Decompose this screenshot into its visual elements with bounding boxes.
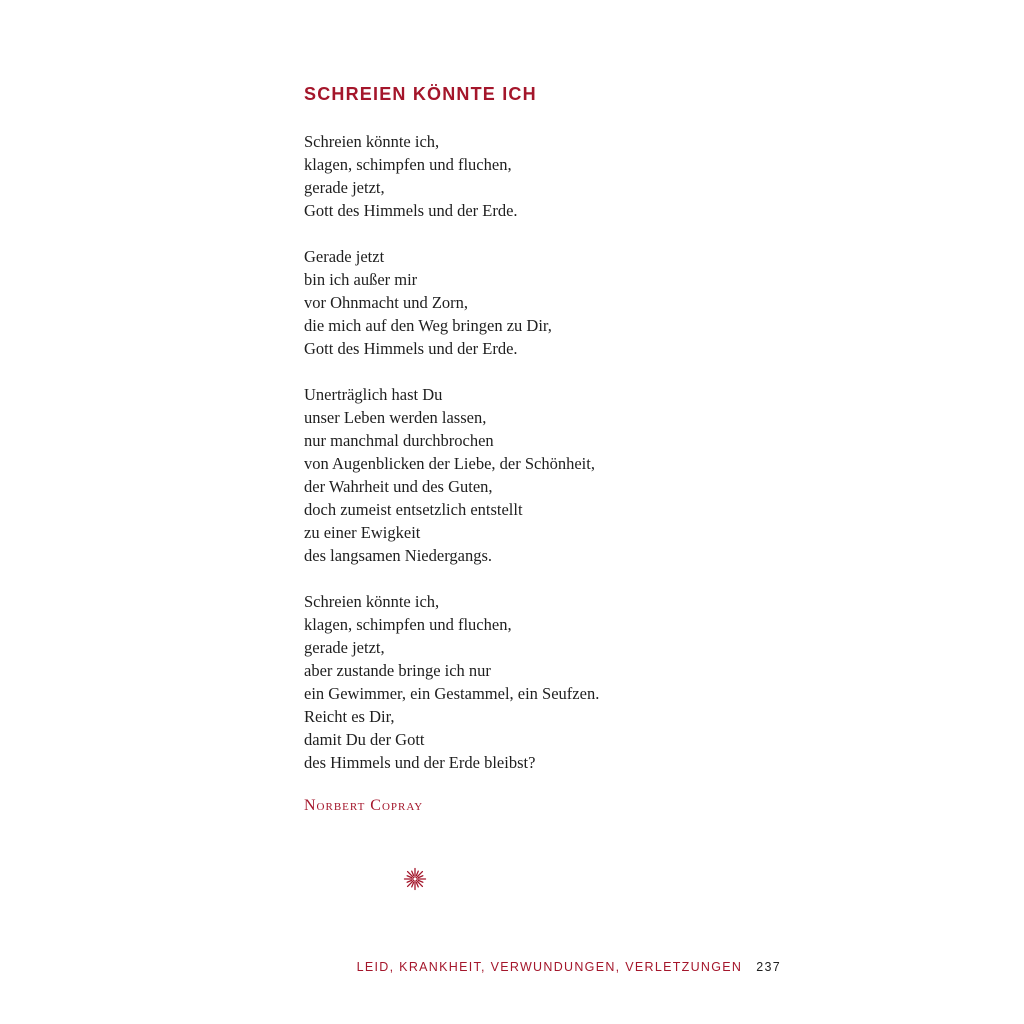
poem-line: der Wahrheit und des Guten, [304, 477, 493, 496]
poem-line: Unerträglich hast Du [304, 385, 443, 404]
poem-body [304, 130, 704, 797]
ornament-ray [407, 876, 412, 878]
ornament-ray [416, 882, 418, 887]
page-number: 237 [756, 960, 781, 974]
poem-line: Reicht es Dir, [304, 707, 395, 726]
ornament-ray [407, 880, 412, 882]
ornament-ray [412, 871, 414, 876]
ornament-ray [418, 880, 423, 882]
poem-line: Gerade jetzt [304, 247, 385, 266]
poem-line: unser Leben werden lassen, [304, 408, 487, 427]
poem-line: von Augenblicken der Liebe, der Schönheit, [304, 454, 595, 473]
footer-section-title: LEID, KRANKHEIT, VERWUNDUNGEN, VERLETZUNGEN [356, 960, 743, 974]
poem-line: Schreien könnte ich, [304, 592, 440, 611]
poem-line: gerade jetzt, [304, 178, 385, 197]
poem-author: Norbert Copray [304, 797, 424, 814]
poem-line: Gott des Himmels und der Erde. [304, 339, 518, 358]
poem-line: klagen, schimpfen und fluchen, [304, 615, 512, 634]
poem-line: zu einer Ewigkeit [304, 523, 421, 542]
poem-line: nur manchmal durchbrochen [304, 431, 494, 450]
running-footer [357, 960, 781, 974]
poem-line: die mich auf den Weg bringen zu Dir, [304, 316, 552, 335]
poem-line: vor Ohnmacht und Zorn, [304, 293, 469, 312]
poem-title: SCHREIEN KÖNNTE ICH [304, 84, 537, 104]
poem-line: doch zumeist entsetzlich entstellt [304, 500, 523, 519]
ornament-ray [418, 876, 423, 878]
stanza [304, 590, 704, 774]
ornament-ray [412, 882, 414, 887]
stanza [304, 130, 704, 222]
stanza [304, 245, 704, 360]
poem-line: ein Gewimmer, ein Gestammel, ein Seufzen. [304, 684, 600, 703]
sunburst-ornament-icon [403, 867, 427, 891]
poem-line: klagen, schimpfen und fluchen, [304, 155, 512, 174]
poem-line: damit Du der Gott [304, 730, 425, 749]
poem-line: des Himmels und der Erde bleibst? [304, 753, 536, 772]
poem-line: Schreien könnte ich, [304, 132, 440, 151]
poem-line: gerade jetzt, [304, 638, 385, 657]
ornament-ray [416, 871, 418, 876]
poem-line: bin ich außer mir [304, 270, 418, 289]
poem-line: aber zustande bringe ich nur [304, 661, 491, 680]
poem-line: Gott des Himmels und der Erde. [304, 201, 518, 220]
poem-line: des langsamen Niedergangs. [304, 546, 493, 565]
stanza [304, 383, 704, 567]
